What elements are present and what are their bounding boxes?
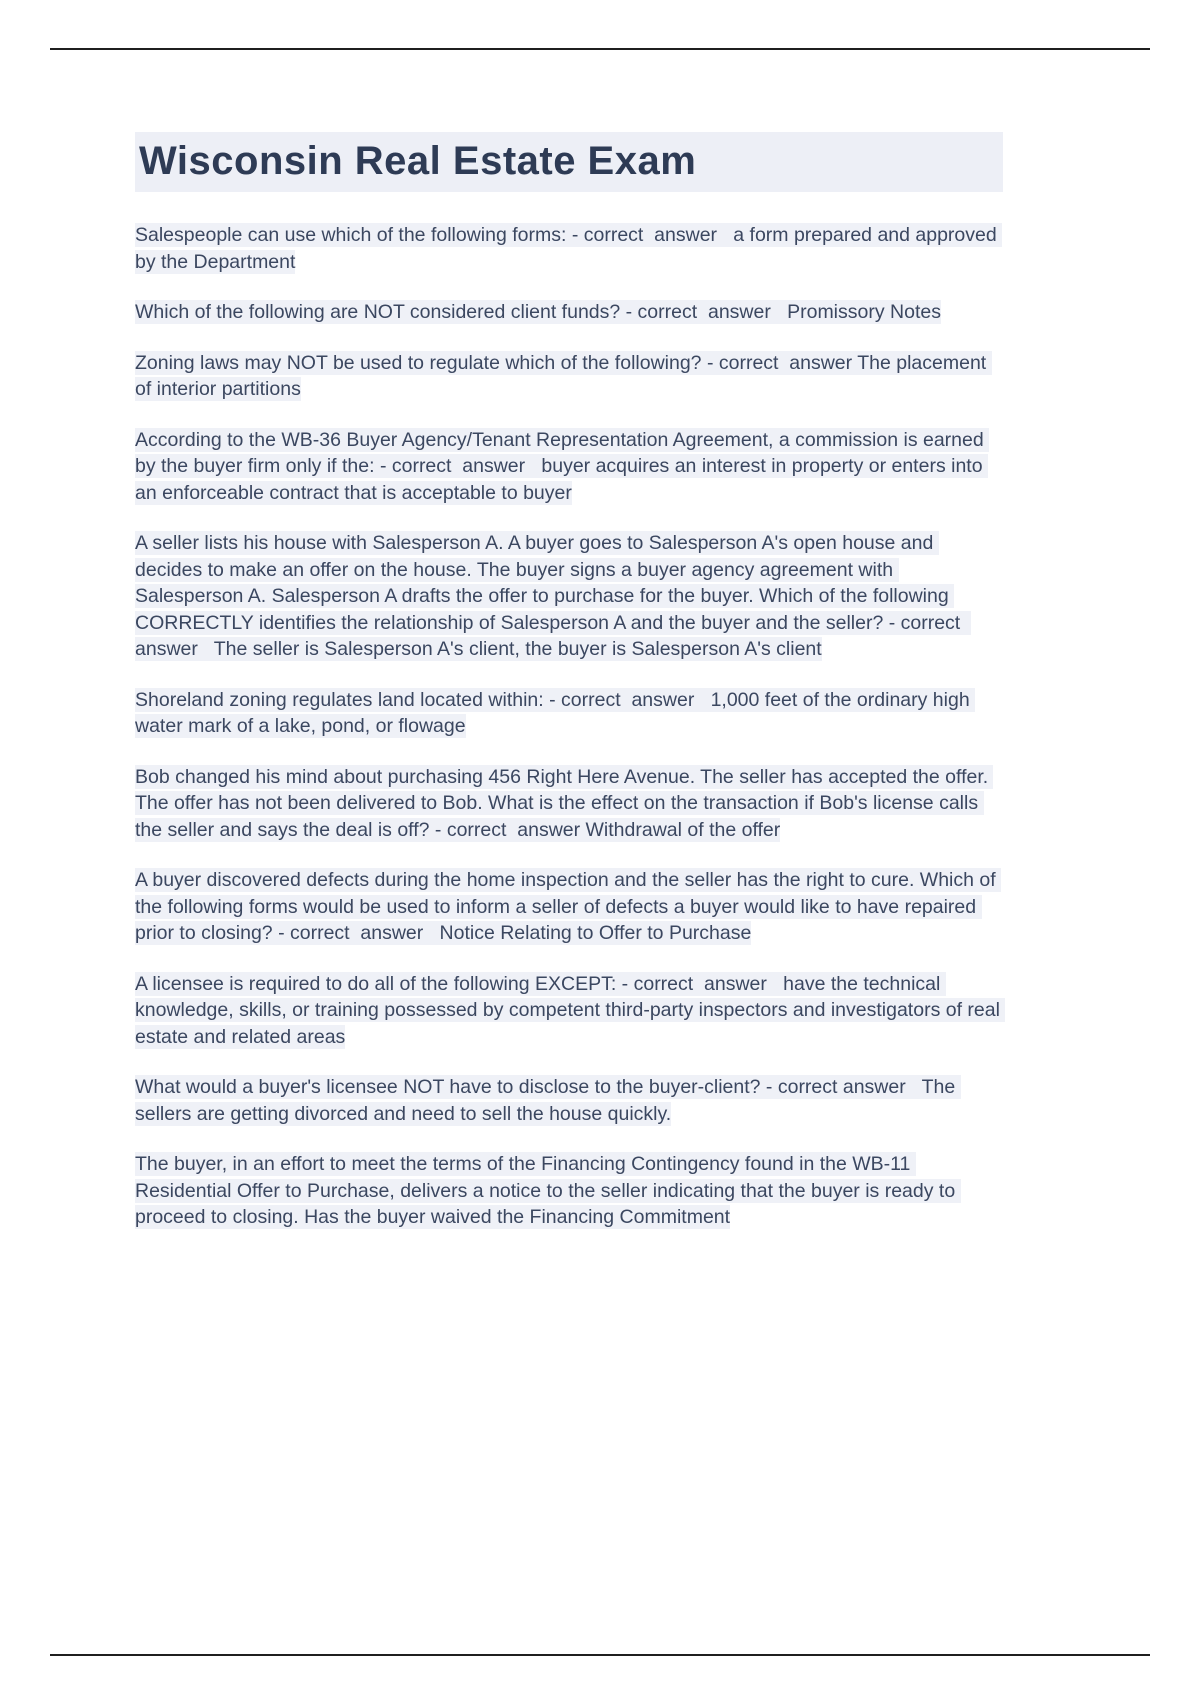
qa-text: According to the WB-36 Buyer Agency/Tenant Representation Agreement, a commission is earned by the buyer firm only if the: - correct answer buyer acquires an interest in property or enters into an enforceable contract that is acceptable to buyer (135, 428, 990, 504)
qa-paragraph (135, 427, 1003, 507)
qa-paragraph (135, 687, 1003, 740)
qa-paragraph (135, 867, 1003, 947)
qa-paragraph (135, 350, 1003, 403)
page-title: Wisconsin Real Estate Exam (135, 132, 1003, 192)
qa-paragraph (135, 222, 1003, 275)
qa-text: Zoning laws may NOT be used to regulate which of the following? - correct answer The placement of interior partitions (135, 351, 992, 400)
qa-text: Shoreland zoning regulates land located within: - correct answer 1,000 feet of the ordinary high water mark of a lake, pond, or flowage (135, 688, 976, 737)
qa-text: The buyer, in an effort to meet the terms of the Financing Contingency found in the WB-11 Residential Offer to Purchase, delivers a notice to the seller indicating that the buyer is ready to proceed to closing. Has the buyer waived the Financing Commitment (135, 1153, 961, 1228)
qa-text: A buyer discovered defects during the home inspection and the seller has the right to cure. Which of the following forms would be used to inform a seller of defects a buyer would like to have repaired prior to closing? - correct answer Notice Relating to Offer to Purchase (135, 869, 1002, 944)
qa-text: A licensee is required to do all of the following EXCEPT: - correct answer have the technical knowledge, skills, or training possessed by competent third-party inspectors and investigators of real estate and related areas (135, 972, 1006, 1048)
document-content (135, 132, 1006, 1255)
bottom-border-line (50, 1654, 1150, 1656)
qa-paragraph (135, 530, 1003, 663)
qa-text: A seller lists his house with Salesperson A. A buyer goes to Salesperson A's open house and decides to make an offer on the house. The buyer signs a buyer agency agreement with Salesperson A. Salesperson A drafts the offer to purchase for the buyer. Which of the following CORRECTLY identifies the relationship of Salesperson A and the buyer and the seller? - correct answer The seller is Salesperson A's client, the buyer is Salesperson A's client (135, 532, 972, 660)
qa-paragraph (135, 764, 1003, 844)
qa-text: Salespeople can use which of the following forms: - correct answer a form prepared and approved by the Department (135, 224, 1003, 273)
qa-text: Bob changed his mind about purchasing 456 Right Here Avenue. The seller has accepted the offer. The offer has not been delivered to Bob. What is the effect on the transaction if Bob's license calls the seller and says the deal is off? - correct answer Withdrawal of the offer (135, 765, 994, 841)
qa-paragraph (135, 299, 1003, 326)
qa-text: Which of the following are NOT considered client funds? - correct answer Promissory Notes (135, 301, 941, 323)
top-border-line (50, 48, 1150, 50)
qa-paragraph (135, 971, 1006, 1051)
qa-text: What would a buyer's licensee NOT have to disclose to the buyer-client? - correct answer The sellers are getting divorced and need to sell the house quickly. (135, 1076, 961, 1125)
qa-paragraph (135, 1151, 1003, 1231)
qa-paragraph (135, 1074, 1003, 1127)
